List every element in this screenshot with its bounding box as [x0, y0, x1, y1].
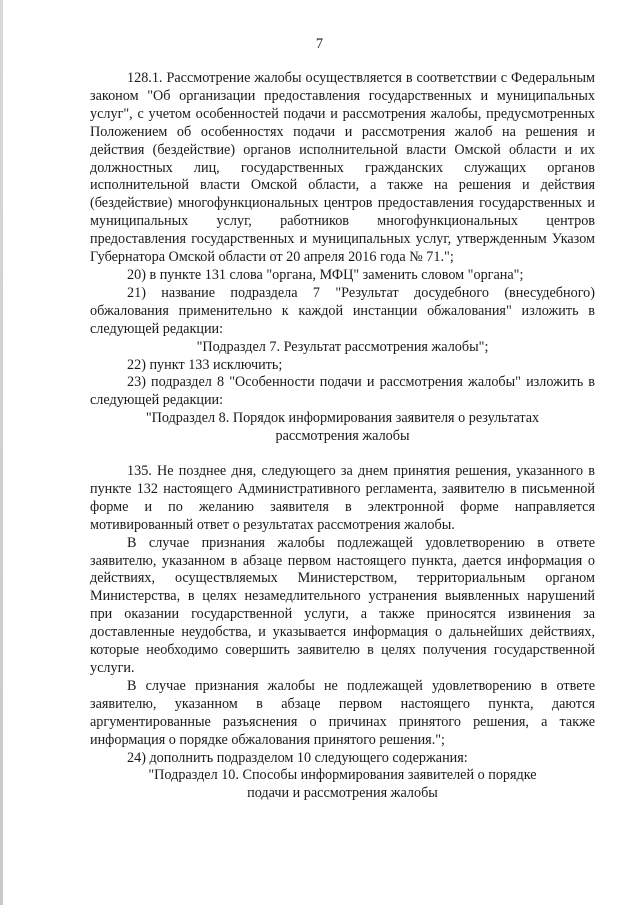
page-left-edge: [0, 0, 3, 905]
subsection-7-title: "Подраздел 7. Результат рассмотрения жалобы";: [196, 338, 489, 355]
subsection-8-title-line-2: рассмотрения жалобы: [275, 428, 410, 445]
subsection-10-title-line-2: подачи и рассмотрения жалобы: [247, 785, 438, 802]
page-number: 7: [315, 36, 324, 52]
item-24: 24) дополнить подразделом 10 следующего содержания:: [127, 749, 468, 766]
subsection-10-title-line-1: "Подраздел 10. Способы информирования заявителей о порядке: [148, 767, 537, 784]
item-23: 23) подраздел 8 "Особенности подачи и рассмотрения жалобы" изложить в следующей редакции:: [90, 374, 595, 409]
item-22: 22) пункт 133 исключить;: [127, 356, 283, 373]
subsection-8-title-line-1: "Подраздел 8. Порядок информирования заявителя о результатах: [145, 410, 540, 427]
paragraph-135: 135. Не позднее дня, следующего за днем принятия решения, указанного в пункте 132 настоящего Административного регламента, заявителю в письменной форме и по желанию заявителя в электронной форме направляется мотивированный ответ о результатах рассмотрения жалобы.: [90, 463, 595, 533]
paragraph-128-1: 128.1. Рассмотрение жалобы осуществляется в соответствии с Федеральным законом "Об организации предоставления государственных и муниципальных услуг", с учетом особенностей подачи и рассмотрения жалобы, предусмотренных Положением об особенностях подачи и рассмотрения жалоб на решения и действия (бездействие) органов исполнительной власти Омской области и их должностных лиц, государственных гражданских служащих органов исполнительной власти Омской области, а также на решения и действия (бездействие) многофункциональных центров предоставления государственных и муниципальных услуг, работников многофункциональных центров предоставления государственных и муниципальных услуг, утвержденным Указом Губернатора Омской области от 20 апреля 2016 года № 71.";: [90, 70, 595, 266]
paragraph-complaint-satisfied: В случае признания жалобы подлежащей удовлетворению в ответе заявителю, указанном в абзаце первом настоящего пункта, дается информация о действиях, осуществляемых Министерством, территориальным органом Министерства, в целях незамедлительного устранения выявленных нарушений при оказании государственной услуги, а также приносятся извинения за доставленные неудобства, и указывается информация о дальнейших действиях, которые необходимо совершить заявителю в целях получения государственной услуги.: [90, 534, 595, 676]
blank-line: [90, 446, 595, 463]
item-21: 21) название подраздела 7 "Результат досудебного (внесудебного) обжалования применительно к каждой инстанции обжалования" изложить в следующей редакции:: [90, 284, 595, 337]
paragraph-complaint-rejected: В случае признания жалобы не подлежащей удовлетворению в ответе заявителю, указанном в абзаце первом настоящего пункта, даются аргументированные разъяснения о причинах принятого решения, а также информация о порядке обжалования принятого решения.";: [90, 677, 595, 748]
item-20: 20) в пункте 131 слова "органа, МФЦ" заменить словом "органа";: [127, 266, 524, 283]
document-body: [90, 70, 595, 803]
